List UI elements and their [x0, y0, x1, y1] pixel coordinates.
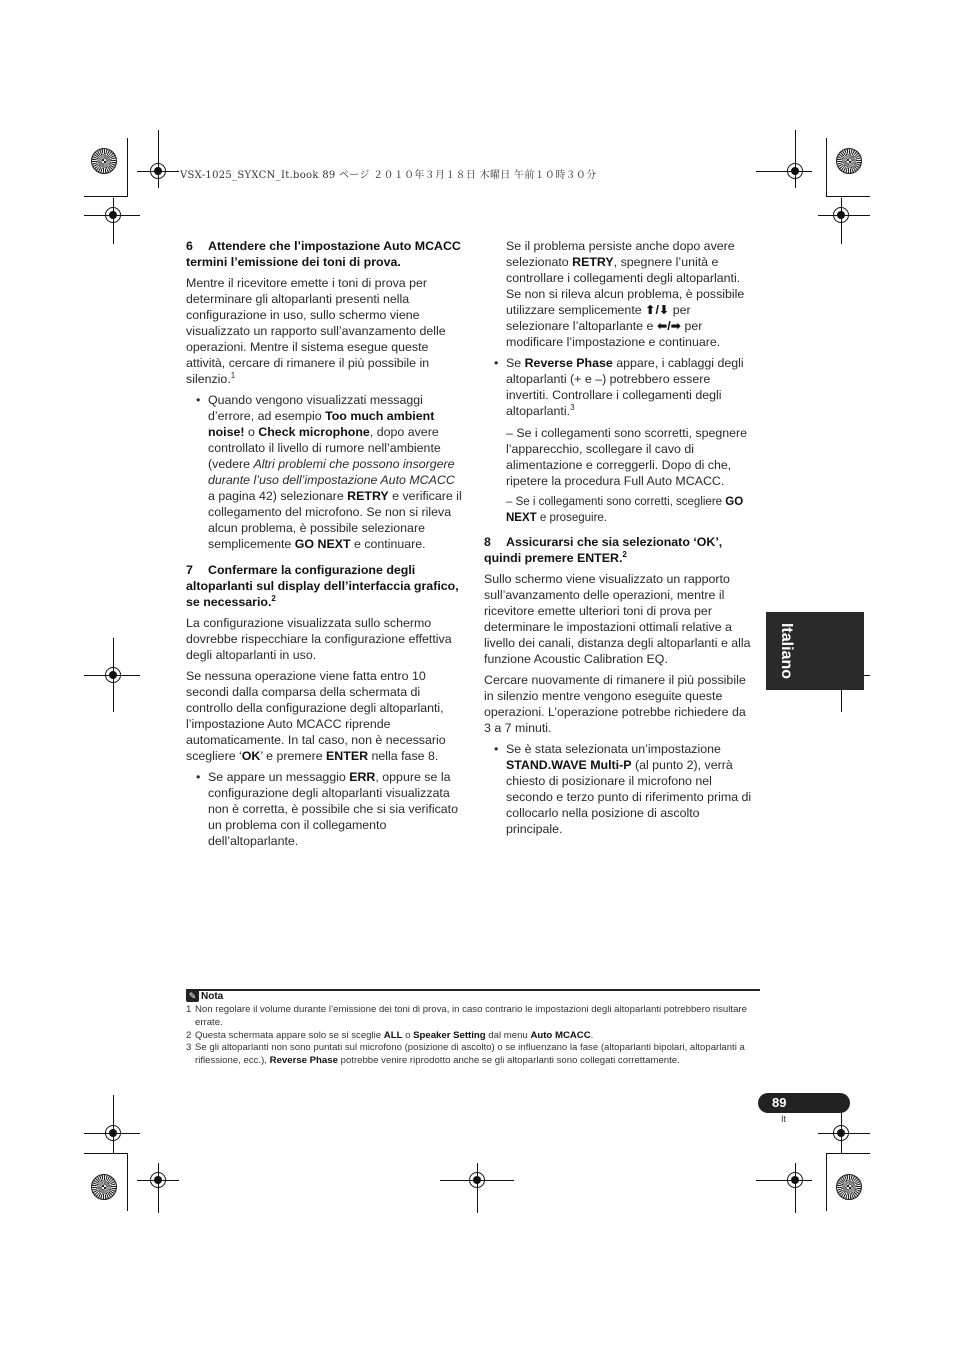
footnotes [186, 1004, 760, 1068]
text: o [244, 425, 259, 439]
step-8-paragraph-2: Cercare nuovamente di rimanere il più possibile in silenzio mentre vengono eseguite queste operazioni. L’operazione potrebbe richiedere da 3 a 7 minuti. [484, 673, 746, 735]
text: dal menu [485, 1029, 531, 1041]
text: ’ e premere [260, 749, 327, 763]
text: Se il problema persiste anche dopo avere selezionato [506, 239, 735, 269]
message-reverse-phase: Reverse Phase [269, 1055, 338, 1067]
option-speaker-setting: Speaker Setting [413, 1029, 486, 1041]
crop-line [84, 1153, 128, 1154]
crop-line [795, 130, 796, 188]
setting-stand-wave-multi-p: STAND.WAVE Multi-P [506, 758, 632, 772]
crop-line [84, 196, 128, 197]
right-column [484, 238, 756, 842]
key-enter: ENTER [326, 749, 369, 763]
bullet-error-messages [186, 392, 462, 552]
left-right-arrows-icon: ⬅/➡ [656, 319, 682, 333]
step-title: Assicurarsi che sia selezionato ‘OK’, quindi premere ENTER. [484, 535, 723, 565]
text: e continuare. [350, 537, 426, 551]
step-7-heading [186, 562, 462, 610]
footnote-number: 2 [186, 1029, 192, 1041]
crop-line [795, 1163, 796, 1213]
text: potrebbe venire riprodotto anche se gli altoparlanti sono collegati correttamente. [337, 1055, 680, 1067]
crop-line [84, 1133, 140, 1134]
option-retry: RETRY [347, 489, 389, 503]
option-go-next: GO NEXT [506, 496, 744, 524]
step-number: 7 [186, 563, 193, 577]
text: e verificare il collegamento del microfono. Se non si rileva alcun problema, è possibile selezionare semplicemente [208, 489, 462, 551]
registration-star-icon [91, 1174, 117, 1200]
text: Se nessuna operazione viene fatta entro 10 secondi dalla comparsa della schermata di controllo della configurazione degli altoparlanti, l’impostazione Auto MCACC riprende automaticamente. In tal caso, non è necessario scegliere ‘ [186, 669, 446, 763]
crop-line [84, 215, 140, 216]
registration-star-icon [91, 148, 117, 174]
language-tab-label: Italiano [778, 622, 795, 679]
crop-line [158, 1163, 159, 1213]
crop-line [756, 171, 812, 172]
crop-line [113, 1095, 114, 1153]
message-reverse-phase: Reverse Phase [524, 356, 613, 370]
crop-line [826, 1153, 827, 1211]
footnote-ref: 2 [622, 549, 627, 559]
text: . [590, 1029, 594, 1041]
page-language-code: It [781, 1114, 787, 1124]
crop-line [826, 1153, 870, 1154]
message-err: ERR [349, 770, 376, 784]
text: per selezionare l’altoparlante e [506, 303, 691, 333]
footnote-number: 1 [186, 1004, 192, 1015]
footnote-text: Non regolare il volume durante l’emissione dei toni di prova, in caso contrario le impostazioni degli altoparlanti potrebbero risultare errate. [195, 1004, 747, 1028]
text: Quando vengono visualizzati messaggi d’errore, ad esempio [208, 393, 423, 423]
menu-auto-mcacc: Auto MCACC [530, 1029, 591, 1041]
text: a pagina 42) selezionare [208, 489, 348, 503]
text: (al punto 2), verrà chiesto di posizionare il microfono nel secondo e terzo punto di riferimento prima di collocarlo nella posizione di ascolto principale. [506, 758, 752, 836]
step-6-heading [186, 238, 462, 270]
notes-divider [186, 989, 760, 991]
crop-line [113, 638, 114, 712]
text: , oppure se la configurazione degli altoparlanti visualizzata non è corretta, è possibile che si sia verificato un problema con il collegamento dell’altoparlante. [208, 770, 459, 848]
crop-line [826, 196, 870, 197]
text: – Se i collegamenti sono corretti, scegliere [506, 496, 726, 508]
step-number: 6 [186, 239, 193, 253]
crop-line [818, 1133, 870, 1134]
bullet-reverse-phase [484, 355, 756, 419]
footnote-number: 3 [186, 1042, 192, 1054]
text: nella fase 8. [368, 749, 439, 763]
option-ok: OK [241, 749, 261, 763]
crop-line [113, 198, 114, 244]
footnote-2 [186, 1030, 760, 1043]
retry-paragraph [484, 238, 756, 350]
step-7-paragraph-1: La configurazione visualizzata sullo schermo dovrebbe rispecchiare la configurazione effettiva degli altoparlanti in uso. [186, 616, 452, 662]
dash-item-incorrect: – Se i collegamenti sono scorretti, spegnere l’apparecchio, scollegare il cavo di alimentazione e correggerli. Dopo di che, ripetere la procedura Full Auto MCACC. [506, 426, 748, 488]
text: Se appare un messaggio [208, 770, 350, 784]
text: per modificare l’impostazione e continuare. [506, 319, 721, 349]
crop-line [818, 215, 870, 216]
option-go-next: GO NEXT [294, 537, 351, 551]
text: Se gli altoparlanti non sono puntati sul microfono (posizione di ascolto) o se influenzano la fase (altoparlanti bipolari, altoparlanti a riflessione, ecc.), [195, 1042, 745, 1067]
crop-line [826, 138, 827, 196]
crop-line [158, 130, 159, 188]
paragraph-text: Mentre il ricevitore emette i toni di prova per determinare gli altoparlanti presenti nella configurazione in uso, sullo schermo viene visualizzato un rapporto sull’avanzamento delle operazioni. Mentre il sistema esegue queste attività, cercare di rimanere il più possibile in silenzio. [186, 276, 446, 386]
step-7-paragraph-2 [186, 668, 462, 764]
footnote-1 [186, 1004, 760, 1030]
step-title: Confermare la configurazione degli altoparlanti sul display dell’interfaccia grafico, se necessario. [186, 563, 459, 609]
footnote-ref: 3 [570, 402, 575, 412]
page-number-badge [758, 1093, 850, 1113]
crop-line [756, 1180, 812, 1181]
registration-star-icon [836, 1174, 862, 1200]
step-title: Attendere che l’impostazione Auto MCACC termini l’emissione dei toni di prova. [186, 239, 461, 269]
bullet-err-message [186, 769, 462, 849]
step-number: 8 [484, 535, 491, 549]
cross-reference: Altri problemi che possono insorgere durante l’uso dell’impostazione Auto MCACC [208, 457, 455, 487]
crop-line [477, 1163, 478, 1213]
step-8-heading [484, 534, 756, 566]
message-check-microphone: Check microphone [258, 425, 370, 439]
left-column [186, 238, 462, 854]
text: o [402, 1029, 414, 1041]
text: e proseguire. [536, 512, 607, 524]
text: , spegnere l’unità e controllare i collegamenti degli altoparlanti. Se non si rileva alcun problema, è possibile utilizzare semplicemente [506, 255, 745, 317]
registration-star-icon [836, 148, 862, 174]
text: appare, i cablaggi degli altoparlanti (+ e –) potrebbero essere invertiti. Controllare i collegamenti degli altoparlanti. [506, 356, 744, 418]
footnote-ref: 2 [271, 593, 276, 603]
step-6-body [186, 275, 462, 387]
page-number: 89 [772, 1095, 787, 1110]
option-all: ALL [383, 1029, 403, 1041]
text: , dopo avere controllato il livello di rumore nell’ambiente (vedere [208, 425, 441, 471]
bullet-stand-wave [484, 741, 756, 837]
print-header-file-info: VSX-1025_SYXCN_It.book 89 ページ ２０１０年３月１８日 木曜日 午前１０時３０分 [180, 170, 597, 181]
footnote-3 [186, 1042, 760, 1068]
crop-line [127, 1153, 128, 1211]
option-retry: RETRY [572, 255, 614, 269]
dash-item-correct [484, 494, 756, 526]
notes-heading-label: Nota [201, 990, 224, 1002]
note-pencil-icon: ✎ [186, 990, 199, 1002]
crop-line [84, 675, 140, 676]
text: Se [506, 356, 525, 370]
up-down-arrows-icon: ⬆/⬇ [645, 303, 670, 317]
footnote-ref: 1 [230, 370, 236, 380]
text: Se è stata selezionata un’impostazione [506, 742, 721, 756]
step-8-paragraph-1: Sullo schermo viene visualizzato un rapporto sull’avanzamento delle operazioni, mentre il ricevitore emette ulteriori toni di prova per determinare le impostazioni ottimali relative a livello dei canali, distanza degli altoparlanti e alla funzione Acoustic Calibration EQ. [484, 572, 751, 666]
crop-line [127, 138, 128, 196]
notes-heading [186, 990, 223, 1002]
message-too-much-noise: Too much ambient noise! [208, 409, 435, 439]
crop-line [841, 198, 842, 244]
text: Questa schermata appare solo se si sceglie [195, 1029, 384, 1041]
